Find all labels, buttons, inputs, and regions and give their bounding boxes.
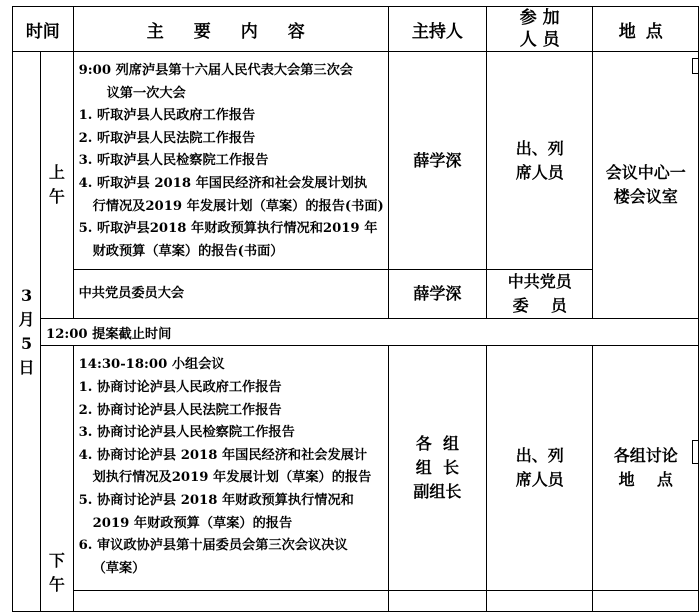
afternoon-extra-row bbox=[13, 591, 699, 612]
afternoon-attendees: 出、列席人员 bbox=[486, 346, 592, 591]
date-cell: 3 月 5 日 bbox=[13, 52, 41, 612]
afternoon-extra-host bbox=[388, 591, 486, 612]
morning-session1-host: 薛学深 bbox=[388, 52, 486, 270]
noon-content: 12:00 提案截止时间 bbox=[41, 319, 699, 346]
morning-session2-host: 薛学深 bbox=[388, 270, 486, 319]
header-location: 地点 bbox=[593, 7, 699, 52]
afternoon-extra-location bbox=[593, 591, 699, 612]
header-row bbox=[13, 7, 699, 52]
afternoon-location: 各组讨论 地 点 bbox=[593, 346, 699, 591]
afternoon-extra-attendees bbox=[486, 591, 592, 612]
header-host: 主持人 bbox=[388, 7, 486, 52]
afternoon-extra-content bbox=[73, 591, 388, 612]
page-edge-mark-lower bbox=[692, 440, 699, 464]
schedule-table bbox=[12, 6, 699, 612]
afternoon-row bbox=[13, 346, 699, 591]
morning-session1-content: 9:00 列席泸县第十六届人民代表大会第三次会 议第一次大会 1. 听取泸县人民政府工作报告 2. 听取泸县人民法院工作报告 3. 听取泸县人民检察院工作报告 4. 听取泸县 2018 年国民经济和社会发展计划执 行情况及2019 年发展计划（草案）的报告(书面) 5. 听取泸县2018 年财政预算执行情况和2019 年 财政预算（草案）的报告(书面） bbox=[73, 52, 388, 270]
morning-session1-attendees: 出、列席人员 bbox=[486, 52, 592, 270]
header-time: 时间 bbox=[13, 7, 74, 52]
morning-session1-row bbox=[13, 52, 699, 270]
morning-label: 上 午 bbox=[41, 52, 74, 319]
afternoon-label: 下 午 bbox=[41, 346, 74, 612]
afternoon-host: 各 组 组 长 副组长 bbox=[388, 346, 486, 591]
afternoon-content: 14:30-18:00 小组会议 1. 协商讨论泸县人民政府工作报告 2. 协商讨论泸县人民法院工作报告 3. 协商讨论泸县人民检察院工作报告 4. 协商讨论泸县 2018 年国民经济和社会发展计 划执行情况及2019 年发展计划（草案）的报告 5. 协商讨论泸县 2018 年财政预算执行情况和 2019 年财政预算（草案）的报告 6. 审议政协泸县第十届委员会第三次会议决议 （草案） bbox=[73, 346, 388, 591]
morning-location: 会议中心一楼会议室 bbox=[593, 52, 699, 319]
page-edge-mark bbox=[692, 58, 699, 74]
header-attendees: 参 加 人 员 bbox=[486, 7, 592, 52]
morning-session2-attendees: 中共党员 委 员 bbox=[486, 270, 592, 319]
morning-session2-content: 中共党员委员大会 bbox=[73, 270, 388, 319]
noon-row bbox=[13, 319, 699, 346]
header-content: 主要内容 bbox=[73, 7, 388, 52]
